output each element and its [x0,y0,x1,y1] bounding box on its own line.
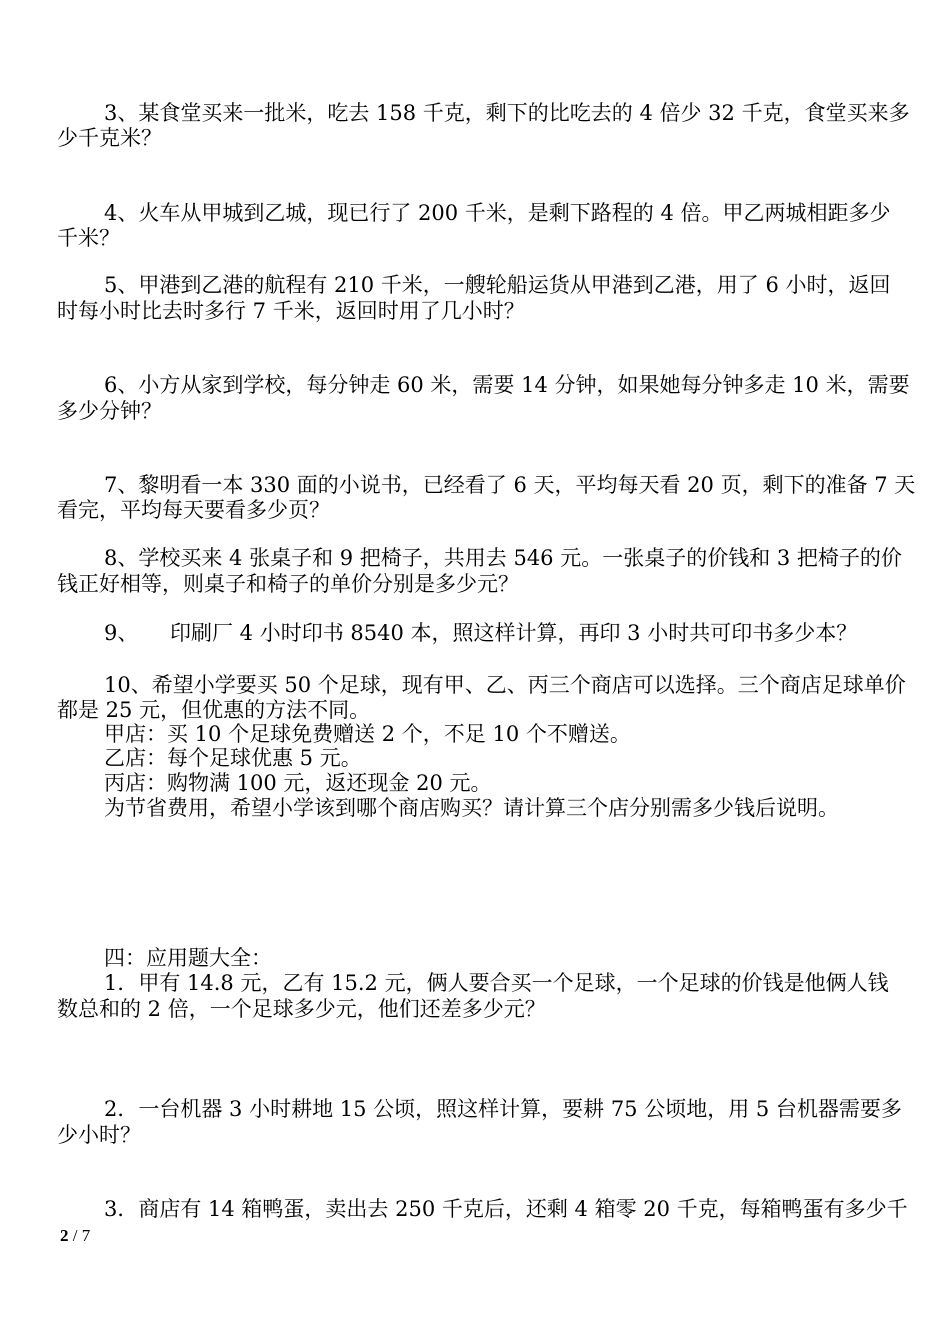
problem-10-shop-a: 甲店：买 10 个足球免费赠送 2 个，不足 10 个不赠送。 [104,722,631,746]
problem-3-line-1: 3、某食堂买来一批米，吃去 158 千克，剩下的比吃去的 4 倍少 32 千克，食堂买来多 [104,101,910,125]
current-page: 2 [60,1226,69,1245]
section-4-q2-line-2: 少小时？ [57,1123,141,1147]
problem-9-number: 9、 [104,621,139,645]
problem-6-line-1: 6、小方从家到学校，每分钟走 60 米，需要 14 分钟，如果她每分钟多走 10 米，需要 [104,373,910,397]
section-4-q1-line-2: 数总和的 2 倍，一个足球多少元，他们还差多少元？ [57,997,546,1021]
problem-8-line-1: 8、学校买来 4 张桌子和 9 把椅子，共用去 546 元。一张桌子的价钱和 3 把椅子的价 [104,546,902,570]
problem-10-shop-b: 乙店：每个足球优惠 5 元。 [104,746,362,770]
section-4-q2-line-1: 2．一台机器 3 小时耕地 15 公顷，照这样计算，要耕 75 公顷地，用 5 台机器需要多 [104,1097,902,1121]
problem-4-line-2: 千米？ [57,226,120,250]
problem-4-line-1: 4、火车从甲城到乙城，现已行了 200 千米，是剩下路程的 4 倍。甲乙两城相距多少 [104,201,891,225]
problem-5-line-1: 5、甲港到乙港的航程有 210 千米，一艘轮船运货从甲港到乙港，用了 6 小时，返回 [104,273,891,297]
problem-3-line-2: 少千克米？ [57,126,162,150]
section-4-heading: 四：应用题大全： [104,946,272,970]
section-4-q3-line-1: 3．商店有 14 箱鸭蛋，卖出去 250 千克后，还剩 4 箱零 20 千克，每箱鸭蛋有多少千 [104,1197,908,1221]
problem-9-text: 印刷厂 4 小时印书 8540 本，照这样计算，再印 3 小时共可印书多少本？ [170,621,858,645]
problem-10-shop-c: 丙店：购物满 100 元，返还现金 20 元。 [104,771,492,795]
problem-7-line-1: 7、黎明看一本 330 面的小说书，已经看了 6 天，平均每天看 20 页，剩下的准备 7 天 [104,473,916,497]
problem-10-line-2: 都是 25 元，但优惠的方法不同。 [57,698,371,722]
problem-6-line-2: 多少分钟？ [57,399,162,423]
problem-5-line-2: 时每小时比去时多行 7 千米，返回时用了几小时？ [57,299,525,323]
section-4-q1-line-1: 1．甲有 14.8 元，乙有 15.2 元，俩人要合买一个足球，一个足球的价钱是他俩人钱 [104,971,889,995]
problem-10-line-1: 10、希望小学要买 50 个足球，现有甲、乙、丙三个商店可以选择。三个商店足球单价 [104,673,906,697]
page-number [60,1226,90,1246]
problem-8-line-2: 钱正好相等，则桌子和椅子的单价分别是多少元？ [57,572,519,596]
total-pages: 7 [81,1226,91,1245]
page-separator: / [68,1226,82,1245]
problem-9 [104,620,857,646]
problem-10-question: 为节省费用，希望小学该到哪个商店购买？请计算三个店分别需多少钱后说明。 [104,796,839,820]
problem-7-line-2: 看完，平均每天要看多少页？ [57,498,330,522]
